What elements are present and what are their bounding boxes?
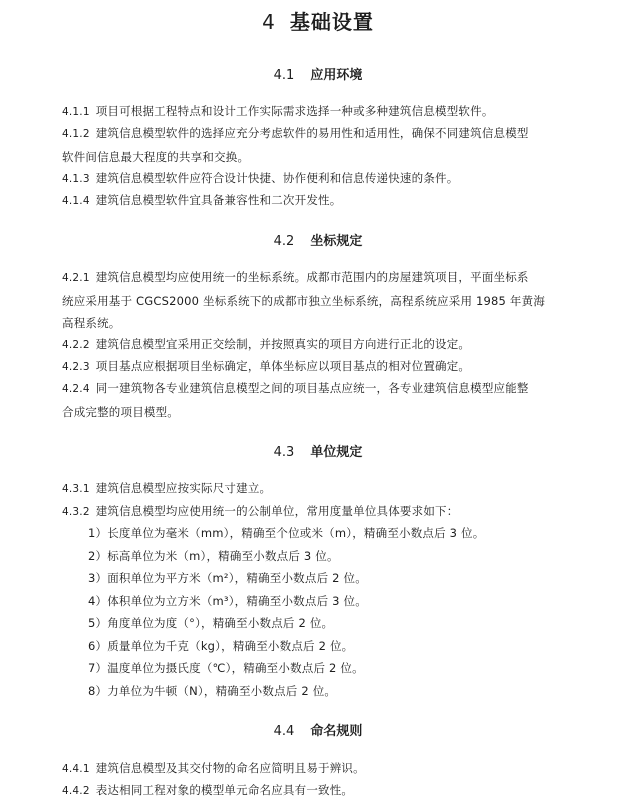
- clause-number: 4.2.3: [62, 361, 90, 373]
- chapter-heading: [0, 6, 636, 35]
- clause-number: 4.4.1: [62, 763, 90, 775]
- chapter-title: 基础设置: [289, 10, 374, 34]
- clause-text-continued: 高程系统。: [62, 316, 121, 330]
- clause: [62, 757, 610, 781]
- clause-text-continued: 软件间信息最大程度的共享和交换。: [62, 149, 250, 164]
- clause: [62, 500, 610, 524]
- clause-text: 项目可根据工程特点和设计工作实际需求选择一种或多种建筑信息模型软件。: [95, 104, 494, 118]
- clause: [62, 167, 610, 191]
- clause-number: 4.2.2: [62, 339, 90, 351]
- list-item: 7）温度单位为摄氏度（℃），精确至小数点后 2 位。: [88, 661, 364, 675]
- clause-number: 4.1.3: [62, 173, 90, 185]
- list-item: 1）长度单位为毫米（mm），精确至个位或米（m），精确至小数点后 3 位。: [88, 526, 485, 540]
- clause-number: 4.2.4: [62, 383, 90, 395]
- clause-text: 建筑信息模型软件应符合设计快捷、协作便利和信息传递快速的条件。: [95, 171, 459, 185]
- clause-text: 建筑信息模型均应使用统一的坐标系统。成都市范围内的房屋建筑项目，平面坐标系: [95, 270, 529, 284]
- section-heading: [0, 64, 636, 83]
- clause-number: 4.1.2: [62, 128, 90, 140]
- clause-text: 建筑信息模型宜采用正交绘制，并按照真实的项目方向进行正北的设定。: [95, 337, 471, 351]
- section-title: 应用环境: [310, 68, 363, 83]
- clause-text: 建筑信息模型软件宜具备兼容性和二次开发性。: [95, 193, 342, 207]
- clause-text: 同一建筑物各专业建筑信息模型之间的项目基点应统一，各专业建筑信息模型应能整: [95, 381, 529, 395]
- clause-text-continued: 统应采用基于 CGCS2000 坐标系统下的成都市独立坐标系统，高程系统应采用 1985 年黄海: [62, 293, 546, 308]
- clause-text: 表达相同工程对象的模型单元命名应具有一致性。: [95, 783, 354, 797]
- list-item: 5）角度单位为度（°），精确至小数点后 2 位。: [88, 616, 334, 630]
- section-heading: [0, 720, 636, 739]
- clause: [62, 477, 610, 501]
- list-item: 2）标高单位为米（m），精确至小数点后 3 位。: [88, 549, 339, 563]
- section-number: 4.3: [273, 445, 295, 460]
- clause-text-continued: 合成完整的项目模型。: [62, 404, 179, 419]
- list-item: 8）力单位为牛顿（N），精确至小数点后 2 位。: [88, 684, 337, 698]
- clause: [62, 779, 610, 803]
- clause-number: 4.2.1: [62, 272, 90, 284]
- list-item: 3）面积单位为平方米（m²），精确至小数点后 2 位。: [88, 571, 367, 585]
- chapter-number: 4: [262, 10, 276, 34]
- section-title: 单位规定: [310, 445, 363, 460]
- clause-text: 建筑信息模型软件的选择应充分考虑软件的易用性和适用性，确保不同建筑信息模型: [95, 126, 529, 140]
- list-item: 6）质量单位为千克（kg），精确至小数点后 2 位。: [88, 639, 354, 653]
- section-number: 4.4: [273, 724, 295, 739]
- clause: [62, 355, 610, 379]
- section-heading: [0, 441, 636, 460]
- clause-number: 4.1.4: [62, 195, 90, 207]
- section-number: 4.1: [273, 68, 295, 83]
- section-title: 命名规则: [310, 724, 363, 739]
- section-title: 坐标规定: [310, 234, 363, 249]
- list-item: 4）体积单位为立方米（m³），精确至小数点后 3 位。: [88, 594, 367, 608]
- clause-text: 建筑信息模型及其交付物的命名应简明且易于辨识。: [95, 761, 365, 775]
- section-heading: [0, 230, 636, 249]
- clause-number: 4.1.1: [62, 106, 90, 118]
- clause: [62, 122, 610, 168]
- clause-number: 4.3.1: [62, 483, 90, 495]
- clause: [62, 266, 610, 335]
- clause: [62, 100, 610, 124]
- clause-text: 建筑信息模型应按实际尺寸建立。: [95, 481, 272, 495]
- clause-number: 4.4.2: [62, 785, 90, 797]
- clause-number: 4.3.2: [62, 506, 90, 518]
- clause: [62, 189, 610, 213]
- clause-text: 建筑信息模型均应使用统一的公制单位，常用度量单位具体要求如下：: [95, 504, 459, 518]
- clause: [62, 377, 610, 423]
- clause-text: 项目基点应根据项目坐标确定，单体坐标应以项目基点的相对位置确定。: [95, 359, 471, 373]
- section-number: 4.2: [273, 234, 295, 249]
- clause: [62, 333, 610, 357]
